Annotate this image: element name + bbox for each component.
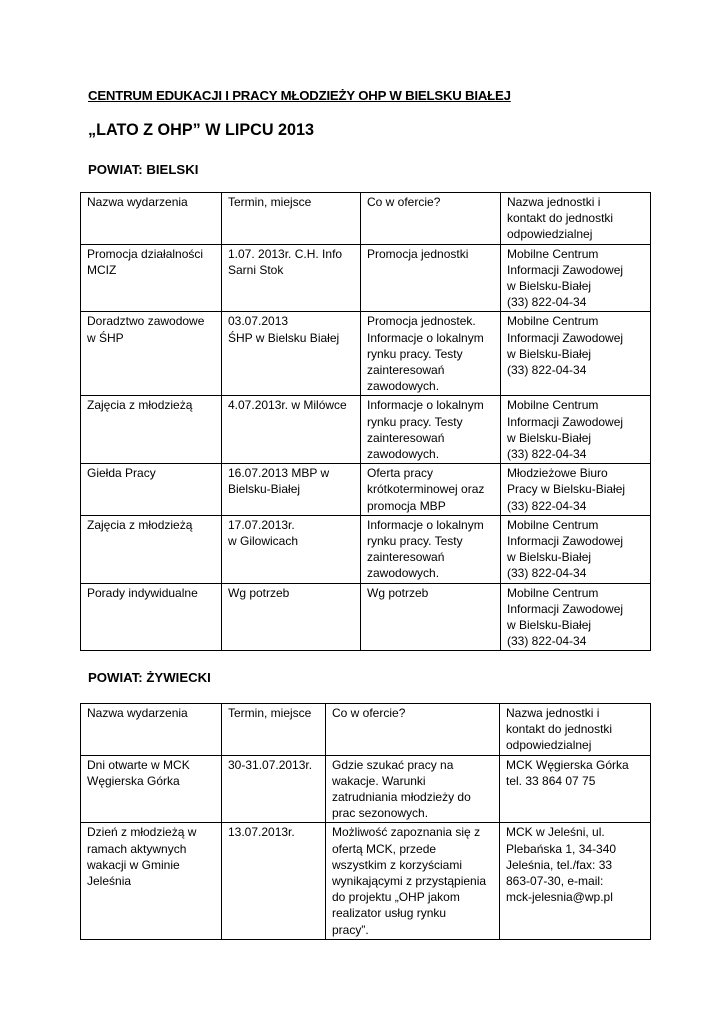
cell-text-line: Węgierska Górka — [87, 773, 180, 788]
date-place-cell — [222, 823, 326, 939]
header-unit-contact — [501, 193, 651, 245]
header-text-line: Termin, miejsce — [228, 706, 312, 720]
header-date-place — [222, 193, 361, 245]
cell-text-line: Jeleśnia, tel./fax: 33 — [506, 857, 613, 872]
cell-text-line: Mobilne Centrum — [507, 517, 599, 532]
unit-contact-cell — [501, 312, 651, 396]
offer-cell — [361, 312, 501, 396]
header-text-line: Co w ofercie? — [367, 195, 441, 209]
cell-text-line: Mobilne Centrum — [507, 585, 599, 600]
cell-text-line: krótkoterminowej oraz — [367, 482, 485, 497]
cell-text-line: Dni otwarte w MCK — [87, 757, 190, 772]
table-row — [81, 244, 651, 312]
cell-text-line: zatrudniania młodzieży do — [332, 790, 471, 805]
cell-text-line: Możliwość zapoznania się z — [332, 825, 481, 840]
cell-text-line: Młodzieżowe Biuro — [507, 466, 608, 481]
cell-text-line: pracy”. — [332, 922, 369, 937]
cell-text-line: 30-31.07.2013r. — [228, 757, 313, 772]
event-name-cell — [81, 244, 222, 312]
cell-text-line: Mobilne Centrum — [507, 398, 599, 413]
cell-text-line: prac sezonowych. — [332, 806, 429, 821]
header-offer — [326, 704, 500, 756]
cell-text-line: (33) 822-04-34 — [507, 447, 587, 462]
cell-text-line: Wg potrzeb — [228, 585, 290, 600]
cell-text-line: (33) 822-04-34 — [507, 498, 587, 513]
date-place-cell — [222, 515, 361, 583]
table-row — [81, 823, 651, 939]
cell-text-line: 4.07.2013r. w Milówce — [228, 398, 347, 413]
cell-text-line: realizator usług rynku — [332, 906, 447, 921]
section-heading-bielski: POWIAT: BIELSKI — [88, 162, 199, 177]
events-table-bielski — [80, 192, 651, 651]
cell-text-line: wakacje. Warunki — [332, 773, 426, 788]
cell-text-line: MCK w Jeleśni, ul. — [506, 825, 605, 840]
cell-text-line: 16.07.2013 MBP w — [228, 466, 330, 481]
table-row — [81, 396, 651, 464]
date-place-cell — [222, 244, 361, 312]
unit-contact-cell — [501, 464, 651, 516]
header-text-line: kontakt do jednostki — [506, 722, 613, 737]
cell-text-line: Informacje o lokalnym — [367, 330, 484, 345]
cell-text-line: ramach aktywnych — [87, 841, 187, 856]
unit-contact-cell — [500, 755, 651, 823]
cell-text-line: ofertą MCK, przede — [332, 841, 437, 856]
cell-text-line: promocja MBP — [367, 498, 446, 513]
event-name-cell — [81, 755, 222, 823]
cell-text-line: Informacji Zawodowej — [507, 262, 624, 277]
cell-text-line: w ŚHP — [87, 330, 124, 345]
event-name-cell — [81, 583, 222, 651]
cell-text-line: do projektu „OHP jakom — [332, 890, 460, 905]
cell-text-line: zainteresowań — [367, 550, 445, 565]
cell-text-line: (33) 822-04-34 — [507, 634, 587, 649]
table-header-row — [81, 193, 651, 245]
header-date-place — [222, 704, 326, 756]
offer-cell — [326, 755, 500, 823]
cell-text-line: Gdzie szukać pracy na — [332, 757, 454, 772]
event-name-cell — [81, 464, 222, 516]
cell-text-line: Promocja jednostek. — [367, 314, 476, 329]
cell-text-line: Informacji Zawodowej — [507, 534, 624, 549]
cell-text-line: zainteresowań — [367, 430, 445, 445]
cell-text-line: Mobilne Centrum — [507, 314, 599, 329]
cell-text-line: Bielsku-Białej — [228, 482, 301, 497]
cell-text-line: w Bielsku-Białej — [507, 279, 592, 294]
cell-text-line: ŚHP w Bielsku Białej — [228, 330, 340, 345]
cell-text-line: wszystkim z korzyściami — [332, 857, 463, 872]
table-header-row — [81, 704, 651, 756]
unit-contact-cell — [501, 515, 651, 583]
header-text-line: kontakt do jednostki — [507, 211, 614, 226]
cell-text-line: w Bielsku-Białej — [507, 430, 592, 445]
cell-text-line: rynku pracy. Testy — [367, 534, 463, 549]
cell-text-line: MCK Węgierska Górka — [506, 757, 629, 772]
cell-text-line: (33) 822-04-34 — [507, 363, 587, 378]
header-text-line: Nazwa jednostki i — [507, 195, 601, 209]
table-row — [81, 312, 651, 396]
event-name-cell — [81, 396, 222, 464]
cell-text-line: Zajęcia z młodzieżą — [87, 398, 193, 413]
header-event-name — [81, 704, 222, 756]
cell-text-line: Informacje o lokalnym — [367, 398, 484, 413]
cell-text-line: Pracy w Bielsku-Białej — [507, 482, 626, 497]
cell-text-line: 13.07.2013r. — [228, 825, 295, 840]
event-name-cell — [81, 312, 222, 396]
unit-contact-cell — [501, 583, 651, 651]
unit-contact-cell — [501, 244, 651, 312]
organization-heading: CENTRUM EDUKACJI I PRACY MŁODZIEŻY OHP W BIELSKU BIAŁEJ — [88, 88, 511, 103]
cell-text-line: Sarni Stok — [228, 262, 284, 277]
header-text-line: Nazwa jednostki i — [506, 706, 600, 720]
header-event-name — [81, 193, 222, 245]
offer-cell — [361, 464, 501, 516]
cell-text-line: zawodowych. — [367, 566, 440, 581]
cell-text-line: Oferta pracy — [367, 466, 434, 481]
header-text-line: odpowiedzialnej — [506, 738, 592, 753]
header-text-line: Termin, miejsce — [228, 195, 312, 209]
cell-text-line: Mobilne Centrum — [507, 246, 599, 261]
cell-text-line: Dzień z młodzieżą w — [87, 825, 197, 840]
cell-text-line: Informacji Zawodowej — [507, 601, 624, 616]
offer-cell — [361, 515, 501, 583]
events-table-zywiecki — [80, 703, 651, 940]
header-text-line: Nazwa wydarzenia — [87, 195, 188, 209]
unit-contact-cell — [500, 823, 651, 939]
cell-text-line: Informacje o lokalnym — [367, 517, 484, 532]
date-place-cell — [222, 583, 361, 651]
cell-text-line: (33) 822-04-34 — [507, 295, 587, 310]
cell-text-line: Promocja działalności — [87, 246, 204, 261]
cell-text-line: zainteresowań — [367, 363, 445, 378]
cell-text-line: 1.07. 2013r. C.H. Info — [228, 246, 343, 261]
offer-cell — [326, 823, 500, 939]
date-place-cell — [222, 464, 361, 516]
event-name-cell — [81, 823, 222, 939]
section-heading-zywiecki: POWIAT: ŻYWIECKI — [88, 670, 211, 685]
cell-text-line: Informacji Zawodowej — [507, 414, 624, 429]
cell-text-line: zawodowych. — [367, 447, 440, 462]
cell-text-line: Plebańska 1, 34-340 — [506, 841, 617, 856]
table-row — [81, 515, 651, 583]
offer-cell — [361, 396, 501, 464]
offer-cell — [361, 583, 501, 651]
offer-cell — [361, 244, 501, 312]
cell-text-line: 863-07-30, e-mail: — [506, 874, 604, 889]
cell-text-line: w Gilowicach — [228, 534, 299, 549]
table-row — [81, 464, 651, 516]
cell-text-line: w Bielsku-Białej — [507, 618, 592, 633]
cell-text-line: Giełda Pracy — [87, 466, 156, 481]
cell-text-line: Porady indywidualne — [87, 585, 198, 600]
date-place-cell — [222, 755, 326, 823]
header-text-line: odpowiedzialnej — [507, 227, 593, 242]
cell-text-line: Promocja jednostki — [367, 246, 469, 261]
cell-text-line: wakacji w Gminie — [87, 857, 180, 872]
date-place-cell — [222, 312, 361, 396]
event-name-cell — [81, 515, 222, 583]
table-row — [81, 583, 651, 651]
header-text-line: Co w ofercie? — [332, 706, 406, 720]
cell-text-line: wynikającymi z przystąpienia — [332, 874, 487, 889]
cell-text-line: w Bielsku-Białej — [507, 550, 592, 565]
cell-text-line: w Bielsku-Białej — [507, 346, 592, 361]
cell-text-line: Doradztwo zawodowe — [87, 314, 205, 329]
unit-contact-cell — [501, 396, 651, 464]
cell-text-line: Jeleśnia — [87, 874, 132, 889]
header-text-line: Nazwa wydarzenia — [87, 706, 188, 720]
cell-text-line: Wg potrzeb — [367, 585, 429, 600]
cell-text-line: mck-jelesnia@wp.pl — [506, 890, 613, 905]
cell-text-line: (33) 822-04-34 — [507, 566, 587, 581]
cell-text-line: tel. 33 864 07 75 — [506, 773, 596, 788]
cell-text-line: MCIZ — [87, 262, 117, 277]
cell-text-line: 03.07.2013 — [228, 314, 289, 329]
cell-text-line: Informacji Zawodowej — [507, 330, 624, 345]
cell-text-line: Zajęcia z młodzieżą — [87, 517, 193, 532]
header-unit-contact — [500, 704, 651, 756]
cell-text-line: rynku pracy. Testy — [367, 414, 463, 429]
page-title: „LATO Z OHP” W LIPCU 2013 — [88, 121, 315, 139]
cell-text-line: 17.07.2013r. — [228, 517, 295, 532]
header-offer — [361, 193, 501, 245]
date-place-cell — [222, 396, 361, 464]
table-row — [81, 755, 651, 823]
cell-text-line: zawodowych. — [367, 379, 440, 394]
cell-text-line: rynku pracy. Testy — [367, 346, 463, 361]
